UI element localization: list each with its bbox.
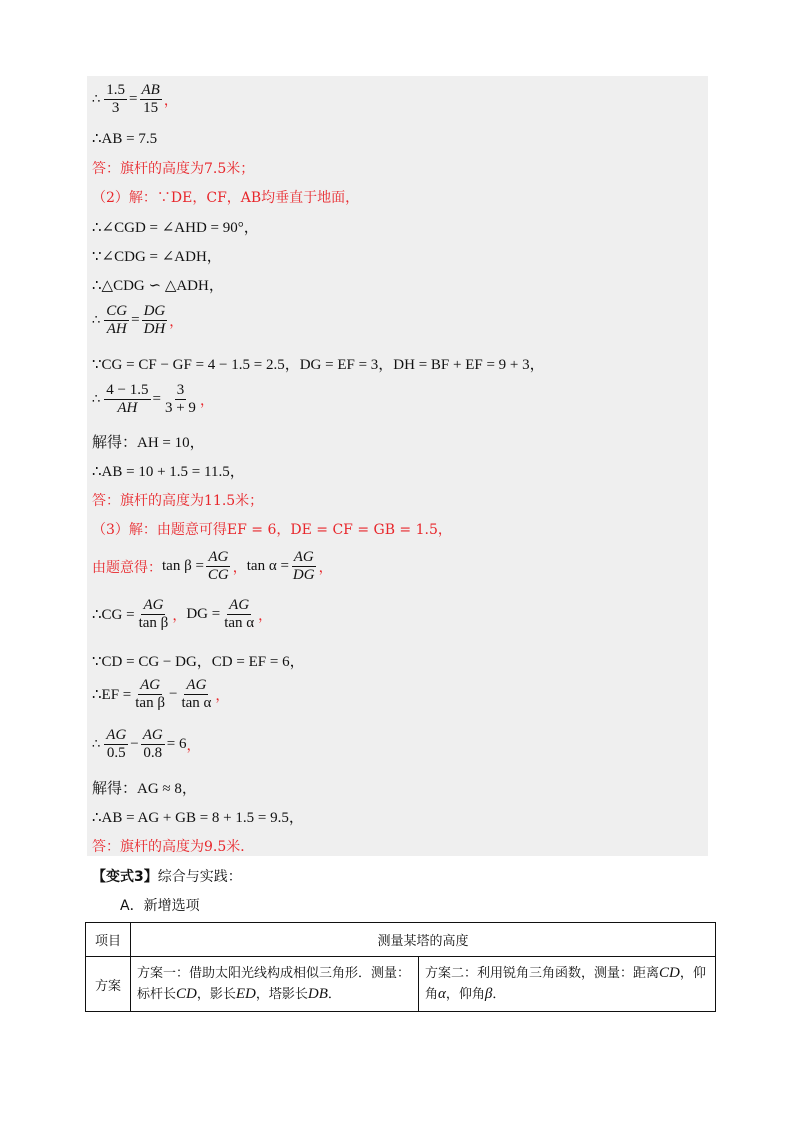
solution-line-6: ∵∠CDG = ∠ADH， — [92, 249, 222, 265]
answer-line-1: 答：旗杆的高度为7.5米； — [92, 161, 255, 177]
fraction: $\frac{AG}{\text{tan α}}$ — [181, 677, 212, 711]
table-cell: 项目 — [86, 923, 131, 957]
solution-line-8: ∴ $\frac{CG}{AH}$ = $\frac{DG}{DH}$ ， — [92, 303, 184, 337]
fraction: $\frac{3}{3 + 9}$ — [164, 382, 196, 416]
solution-line-16: ∴CG = $\frac{AG}{\text{tan β}}$ ， DG = $\frac{AG}{\text{tan α}}$ ， — [92, 597, 273, 631]
fraction: $\frac{AG}{\text{tan β}}$ — [138, 597, 169, 631]
table-cell: 测量某塔的高度 — [131, 923, 716, 957]
solution-line-17: ∵CD = CG − DG，CD = EF = 6， — [92, 654, 305, 670]
fraction: $\frac{AG}{0.5}$ — [106, 727, 127, 761]
variant-option: A．新增选项 — [120, 898, 200, 914]
variant-heading: 【变式3】综合与实践： — [92, 869, 242, 885]
solution-line-5: ∴∠CGD = ∠AHD = 90°， — [92, 220, 259, 236]
plan-table — [85, 922, 716, 1012]
fraction: $\frac{1.5}{3}$ — [106, 82, 126, 116]
solution-line-10: ∴ $\frac{4 - 1.5}{AH}$ = $\frac{3}{3 + 9}$ ， — [92, 382, 214, 416]
fraction: $\frac{AB}{15}$ — [141, 82, 160, 116]
solution-line-2: ∴AB = 7.5 — [92, 131, 158, 147]
table-cell: 方案 — [86, 957, 131, 1012]
solution-line-18: ∴EF = $\frac{AG}{\text{tan β}}$ − $\frac{AG}{\text{tan α}}$ ， — [92, 677, 230, 711]
fraction: $\frac{AG}{CG}$ — [207, 549, 229, 583]
solution-line-12: ∴AB = 10 + 1.5 = 11.5， — [92, 464, 245, 480]
fraction: $\frac{AG}{0.8}$ — [142, 727, 163, 761]
solution-line-1: ∴ $\frac{1.5}{3}$ = $\frac{AB}{15}$ ， — [92, 82, 178, 116]
solution-line-4: （2）解：∵DE，CF，AB均垂直于地面， — [92, 190, 360, 206]
solution-line-21: ∴AB = AG + GB = 8 + 1.5 = 9.5， — [92, 810, 304, 826]
therefore-symbol: ∴ — [92, 92, 101, 107]
solution-line-14: （3）解：由题意可得EF = 6，DE = CF = GB = 1.5， — [92, 522, 452, 538]
fraction: $\frac{AG}{\text{tan α}}$ — [224, 597, 255, 631]
table-cell: 方案一：借助太阳光线构成相似三角形．测量：标杆长CD，影长ED，塔影长DB． — [131, 957, 419, 1012]
fraction: $\frac{AG}{DG}$ — [292, 549, 315, 583]
solution-line-11: 解得：AH = 10， — [92, 435, 205, 451]
solution-line-15: 由题意得： tan β = $\frac{AG}{CG}$ ， tan α = $\frac{AG}{DG}$ ， — [92, 549, 333, 583]
solution-line-19: ∴ $\frac{AG}{0.5}$ − $\frac{AG}{0.8}$ = 6 ， — [92, 727, 201, 761]
answer-line-2: 答：旗杆的高度为11.5米； — [92, 493, 264, 509]
table-row — [86, 923, 716, 957]
table-row — [86, 957, 716, 1012]
table-cell: 方案二：利用锐角三角函数，测量：距离CD，仰角α，仰角β． — [419, 957, 716, 1012]
fraction: $\frac{CG}{AH}$ — [106, 303, 128, 337]
answer-line-3: 答：旗杆的高度为9.5米． — [92, 839, 255, 855]
fraction: $\frac{4 - 1.5}{AH}$ — [106, 382, 149, 416]
solution-line-20: 解得：AG ≈ 8， — [92, 781, 197, 797]
solution-line-7: ∴△CDG ∽ △ADH， — [92, 278, 224, 294]
fraction: $\frac{DG}{DH}$ — [143, 303, 166, 337]
solution-line-9: ∵CG = CF − GF = 4 − 1.5 = 2.5，DG = EF = 3，DH = BF + EF = 9 + 3， — [92, 357, 545, 373]
fraction: $\frac{AG}{\text{tan β}}$ — [135, 677, 165, 711]
